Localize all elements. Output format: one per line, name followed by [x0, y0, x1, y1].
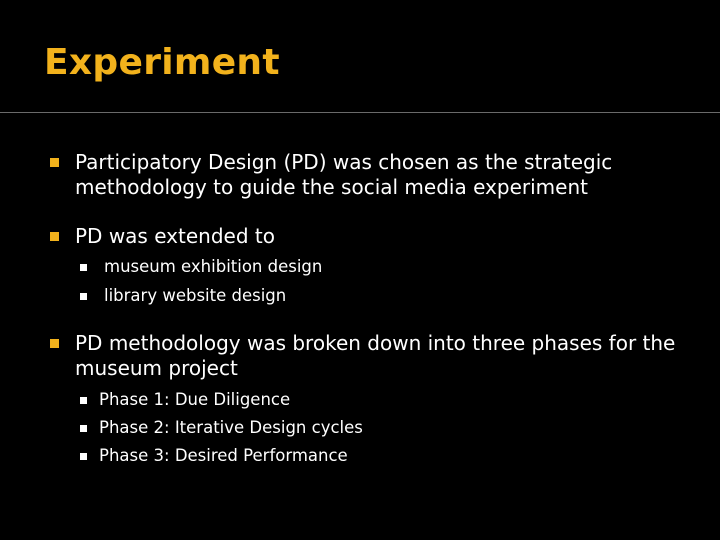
small-square-bullet-icon: [80, 264, 87, 271]
sub-bullet-text: Phase 2: Iterative Design cycles: [99, 418, 363, 437]
small-square-bullet-icon: [80, 397, 87, 404]
square-bullet-icon: [50, 158, 59, 167]
square-bullet-icon: [50, 232, 59, 241]
small-square-bullet-icon: [80, 425, 87, 432]
sub-bullet-text: museum exhibition design: [104, 257, 323, 276]
sub-bullet-text: Phase 3: Desired Performance: [99, 446, 348, 465]
small-square-bullet-icon: [80, 453, 87, 460]
slide-title: Experiment: [44, 42, 280, 83]
title-band: [0, 0, 720, 112]
slide-body: [0, 113, 720, 540]
bullet-text-3: PD methodology was broken down into three phases for the museum project: [75, 331, 676, 380]
sub-bullet-text: library website design: [104, 286, 287, 305]
bullet-text-1: Participatory Design (PD) was chosen as the strategic methodology to guide the social media experiment: [75, 150, 613, 199]
bullet-text-2: PD was extended to: [75, 224, 275, 248]
sub-bullet-text: Phase 1: Due Diligence: [99, 390, 291, 409]
square-bullet-icon: [50, 339, 59, 348]
small-square-bullet-icon: [80, 293, 87, 300]
